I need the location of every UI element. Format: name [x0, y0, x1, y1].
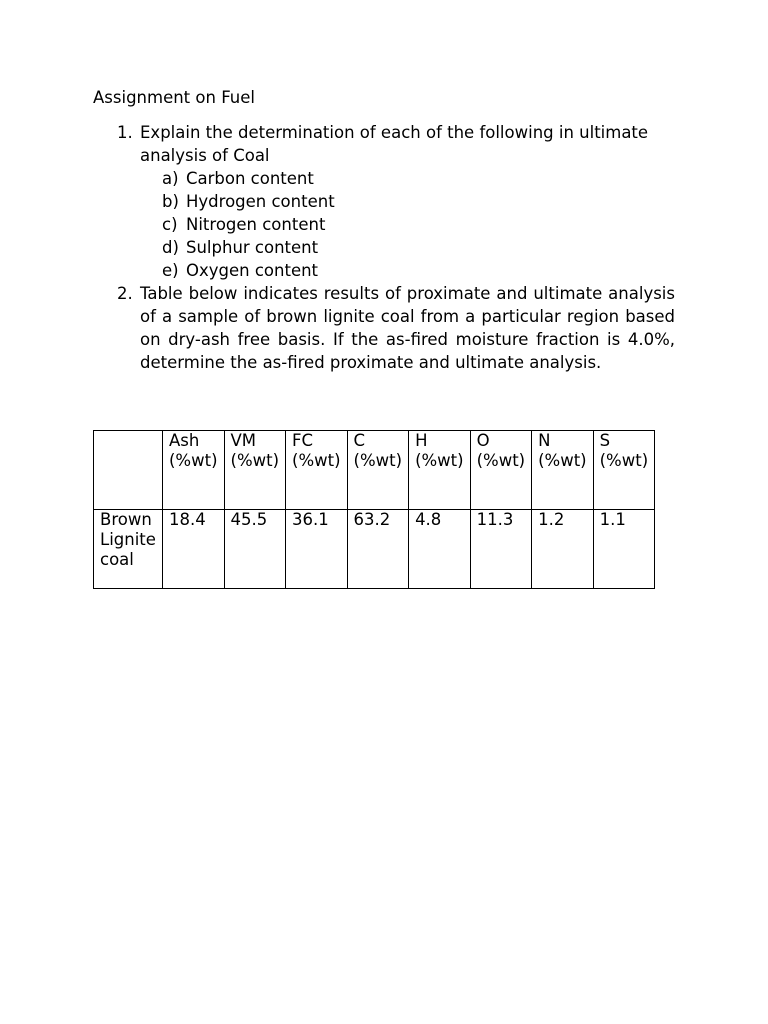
- sub-item-letter: c): [162, 215, 178, 234]
- question-1: [93, 121, 675, 282]
- table-header-cell: O (%wt): [470, 431, 532, 510]
- sub-item: [140, 259, 675, 282]
- sub-item-text: Sulphur content: [186, 238, 319, 257]
- sub-item-letter: e): [162, 261, 179, 280]
- table-row-label: Brown Lignite coal: [94, 510, 163, 589]
- document-title: Assignment on Fuel: [93, 88, 255, 107]
- table-cell: 4.8: [409, 510, 471, 589]
- table-header-cell: C (%wt): [347, 431, 409, 510]
- table-header-row: [94, 431, 655, 510]
- question-2: [93, 282, 675, 374]
- table-cell: 45.5: [224, 510, 286, 589]
- question-text: Explain the determination of each of the following in ultimate analysis of Coal: [140, 123, 649, 165]
- table-header-cell: H (%wt): [409, 431, 471, 510]
- table-cell: 1.2: [532, 510, 594, 589]
- question-number: 1.: [117, 123, 133, 142]
- table-corner-cell: [94, 431, 163, 510]
- question-list: [93, 121, 675, 374]
- sub-item: [140, 167, 675, 190]
- sub-item-letter: d): [162, 238, 179, 257]
- question-number: 2.: [117, 284, 133, 303]
- table-cell: 1.1: [593, 510, 655, 589]
- table-header-cell: FC (%wt): [286, 431, 348, 510]
- sub-item: [140, 190, 675, 213]
- sub-item: [140, 213, 675, 236]
- sub-item-text: Hydrogen content: [186, 192, 335, 211]
- sub-item-list: [140, 167, 675, 282]
- table-row: [94, 510, 655, 589]
- table-cell: 63.2: [347, 510, 409, 589]
- sub-item-text: Carbon content: [186, 169, 314, 188]
- question-text: Table below indicates results of proximate and ultimate analysis of a sample of brown lignite coal from a particular region based on dry-ash free basis. If the as-fired moisture fraction is 4.0%, determine the as-fired proximate and ultimate analysis.: [140, 284, 675, 372]
- table-header-cell: Ash (%wt): [163, 431, 225, 510]
- table-cell: 11.3: [470, 510, 532, 589]
- table-header-cell: S (%wt): [593, 431, 655, 510]
- sub-item: [140, 236, 675, 259]
- sub-item-letter: a): [162, 169, 179, 188]
- table-header-cell: VM (%wt): [224, 431, 286, 510]
- coal-analysis-table: [93, 430, 655, 589]
- sub-item-text: Oxygen content: [186, 261, 319, 280]
- sub-item-text: Nitrogen content: [186, 215, 326, 234]
- table-cell: 36.1: [286, 510, 348, 589]
- table-cell: 18.4: [163, 510, 225, 589]
- table-header-cell: N (%wt): [532, 431, 594, 510]
- sub-item-letter: b): [162, 192, 179, 211]
